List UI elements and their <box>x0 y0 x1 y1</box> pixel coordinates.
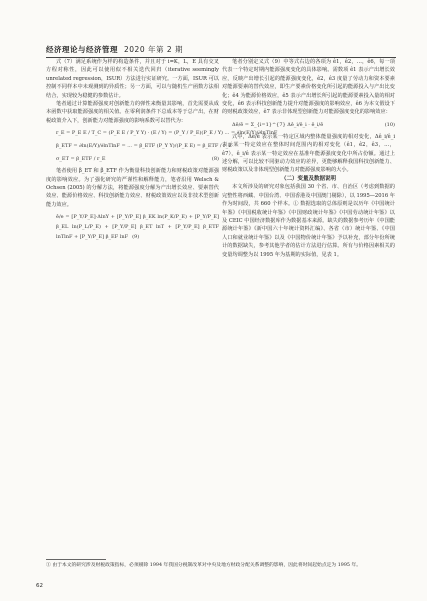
equation-number: (10) <box>384 121 395 128</box>
page-number: 62 <box>36 583 43 589</box>
paragraph: 笔者使用 β_ET 和 β_ETF 作为衡量科技创新能力和财税政策对能源强度的影响效应。为了强化研究的严谨性和解释能力，笔者沿用 Welsch & Ochsen (2005) 的分解方法，将能源强度分解为产出增长效应、要素替代效应、能源价格效应、科技创新能力效应、财税政策效应以及非技术型创新能力效应。 <box>46 168 219 208</box>
formula-beta: β_ETF = ∂ln(E/Y)/∂lnTlnF = ... = β_ETF (P_Y Y)/(P_E E) = β_ETF / r_E <box>56 143 232 150</box>
paragraph: 笔者分别定义式（9）中等式右边的各项为 ê1，ê2，…，ê6，每一项代表一个特定时期内能源强度变化的具体影响。需数项 ê1 表示产出增长效应，反映产出增长引起的能源强度变化，ê2，ê3 度量了劳动力和资本要素对能源要素的替代效应，即生产要素价格变化所引起的能源投入与产出比变化；ê4 为能源价格效应，ê5 表示产出增长所引起的能源要素投入量的相对变化，ê6 表示科技创新能力提升对能源强度的影响效应，ê6 为本文假设下的财税政策效应，ê7 表示非体现型创新能力对能源强度变化的影响效应： <box>222 59 395 116</box>
equation-number: (9) <box>132 234 140 241</box>
paragraph: 本文所涉及的研究对象包括我国 30 个省、市、自治区（考虑到数据的完整性将西藏、中国台湾、中国香港及中国澳门剔除），以 1995—2016 年作为时间段，共 660 个样本。① 数据选取的总体原则是以历年《中国统计年鉴》《中国税收统计年鉴》《中国财政统计年鉴》《中国劳动统计年鉴》以及 CEIC 中国经济数据库作为数据基本来源。缺失的数据参考历年《中国能源统计年鉴》《新中国六十年统计资料汇编》、各省（市）统计年鉴、《中国人口和就业统计年鉴》以及《中国物价统计年鉴》予以补充，部分年份所统计的数据缺失，参考其他学者的估计方法进行估算。所有与价格因素相关的变量均调整为以 1995 年为基期的实际值，见表 1。 <box>222 184 395 258</box>
equation-number: (8) <box>211 156 219 163</box>
paragraph: 式中，Δê/ê 表示某一特定区域内整体能量强度的相对变化，Δê_i/ê_i 表示某一特定效应在整体时间范围内的相对变化（ê1，ê2，ê3，…，ê7），ê_i/ê 表示某一特定效应在基准年能源强度变化中所占份额。通过上述分解，可以比较不同驱动力效应的差异，更能够解释我国科技创新能力、财税政策以及非体现型创新能力对能源强度影响的大小。 <box>222 133 395 174</box>
section-title: （二）变量及数据说明 <box>280 175 336 182</box>
paragraph: 笔者通过计算能源强度对创新能力的弹性来衡量其影响，首先需要从成本函数中获取能源强度的相关值。在零利润条件下总成本等于总产出，在财税政策介入下，创新能力对能源强度的影响系数可以替代为： <box>46 101 219 124</box>
right-column <box>222 58 395 259</box>
paragraph: 式（7）满足系统作为样的构造条件，并且对于 i=K，L，E 具有交叉方程对称性，因此可以使用似不相关迭代回归（iterative seemingly unrelated regression，ISUR）方法进行实证研究。一方面，ISUR 可以控制不同样本中未观测到的异质性；另一方面，可以与随机生产函数方法相结合，实现较为稳健的参数估计。 <box>46 59 219 99</box>
equation-9: ê/e = [P_Y/P_E]·ΔlnY + [P_Y/P_E] β_EK ln(P_K/P_E) + [P_Y/P_E] β_EL ln(P_L/P_E) + [P_Y/P_E] β_ET lnT + [P_Y/P_E] β_ETF lnTlnF + [P_Y/P_E] β_EF lnF (9) <box>56 214 219 241</box>
journal-name: 经济理论与经济管理 <box>46 45 118 54</box>
equation-8: σ_ET = β_ETF / r_E (8) <box>56 156 219 163</box>
left-column <box>46 58 278 245</box>
formula-rE: r_E = P_E E / T_C = (P_E E / P_Y Y) · (E / Y) = (P_Y / P_E)(P_E / Y) ... = ∂ln(E/Y)/∂lnTlnF <box>56 130 278 137</box>
footnote: ① 由于本文的研究涉及财税政策指标，必须剔除 1994 年我国分税制改革对中央及地方财政分配关系调整的影响，因此将时间起始点定为 1995 年。 <box>46 563 362 568</box>
running-header <box>46 44 396 58</box>
issue-label: 2020 年第 2 期 <box>124 45 184 54</box>
footnote-divider <box>46 559 106 560</box>
equation-10: Δê/ê = Σ_{i=1}^{7} Δê_i/ê_i · ê_i/ê (10) <box>232 121 395 128</box>
